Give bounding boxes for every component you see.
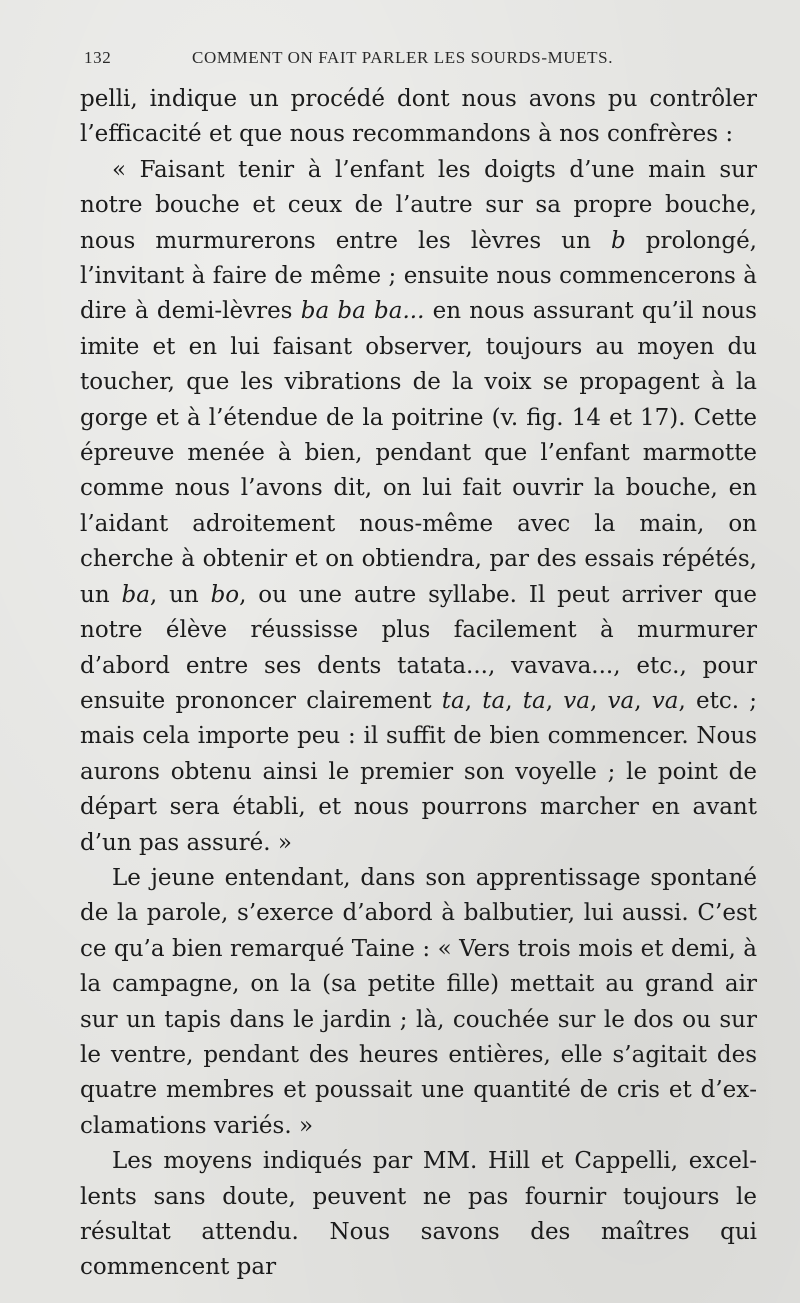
- italic-segment: ba ba ba...: [300, 298, 425, 325]
- paragraph-taine: [80, 861, 757, 1144]
- italic-segment: va: [607, 687, 635, 714]
- running-title: COMMENT ON FAIT PARLER LES SOURDS-MUETS.: [192, 48, 614, 67]
- text-segment: , etc. ; mais cela importe peu : il suffit de bien commencer. Nous aurons obtenu ainsi le premier son voyelle ; le point de départ sera établi, et nous pourrons marcher en avant d’un pas assuré. »: [80, 687, 758, 856]
- text-segment: prolongé, l’invitant à faire de même ; ensuite nous commencerons à dire à demi-lèvres: [80, 227, 757, 325]
- italic-segment: va: [563, 687, 591, 714]
- italic-segment: ta: [482, 687, 506, 714]
- text-segment: ,: [590, 687, 608, 714]
- italic-segment: bo: [210, 581, 240, 608]
- text-segment: pelli, indique un procédé dont nous avons pu contrôler l’efficacité et que nous recommandons à nos confrères :: [80, 86, 757, 148]
- text-segment: ,: [464, 687, 483, 714]
- page-number: 132: [84, 48, 112, 67]
- text-segment: en nous assurant qu’il nous imite et en lui faisant observer, toujours au moyen du toucher, que les vibrations de la voix se propagent à la gorge et à l’étendue de la poitrine (v. fig. 14 et 17). Cette épreuve menée à bien, pendant que l’enfant marmotte comme nous l’avons dit, on lui fait ouvrir la bouche, en l’aidant adroitement nous-même avec la main, on cherche à obtenir et on obtiendra, par des essais répétés, un: [80, 298, 757, 608]
- italic-segment: ta: [441, 687, 465, 714]
- italic-segment: ba: [121, 581, 150, 608]
- paragraph-quotation: [80, 153, 757, 861]
- text-segment: ,: [505, 687, 523, 714]
- text-segment: Le jeune entendant, dans son apprentissage spontané de la parole, s’exerce d’abord à balbutier, lui aussi. C’est ce qu’a bien remarqué Taine : « Vers trois mois et demi, à la campagne, on la (sa petite fille) mettait au grand air sur un tapis dans le jardin ; là, couchée sur le dos ou sur le ventre, pendant des heures entières, elle s’agitait des quatre membres et poussait une quantité de cris et d’exclamations variés. »: [80, 864, 757, 1139]
- paragraph-moyens: [80, 1144, 757, 1286]
- text-segment: ,: [545, 687, 564, 714]
- italic-segment: va: [651, 687, 679, 714]
- text-segment: , un: [149, 581, 211, 608]
- body-text: [80, 82, 757, 1286]
- text-segment: ,: [634, 687, 652, 714]
- italic-segment: b: [610, 227, 626, 254]
- text-segment: Les moyens indiqués par MM. Hill et Cappelli, excellents sans doute, peuvent ne pas fournir toujours le résultat attendu. Nous savons des maîtres qui commencent par: [80, 1148, 757, 1281]
- italic-segment: ta: [522, 687, 546, 714]
- paragraph-continuation: [80, 82, 757, 153]
- text-segment: « Faisant tenir à l’enfant les doigts d’une main sur notre bouche et ceux de l’autre sur sa propre bouche, nous murmurerons entre les lèvres un: [80, 156, 757, 254]
- page-header: [84, 44, 756, 74]
- text-segment: , ou une autre syllabe. Il peut arriver que notre élève réussisse plus facilement à murmurer d’abord entre ses dents tatata..., vavava..., etc., pour ensuite prononcer clairement: [80, 581, 758, 714]
